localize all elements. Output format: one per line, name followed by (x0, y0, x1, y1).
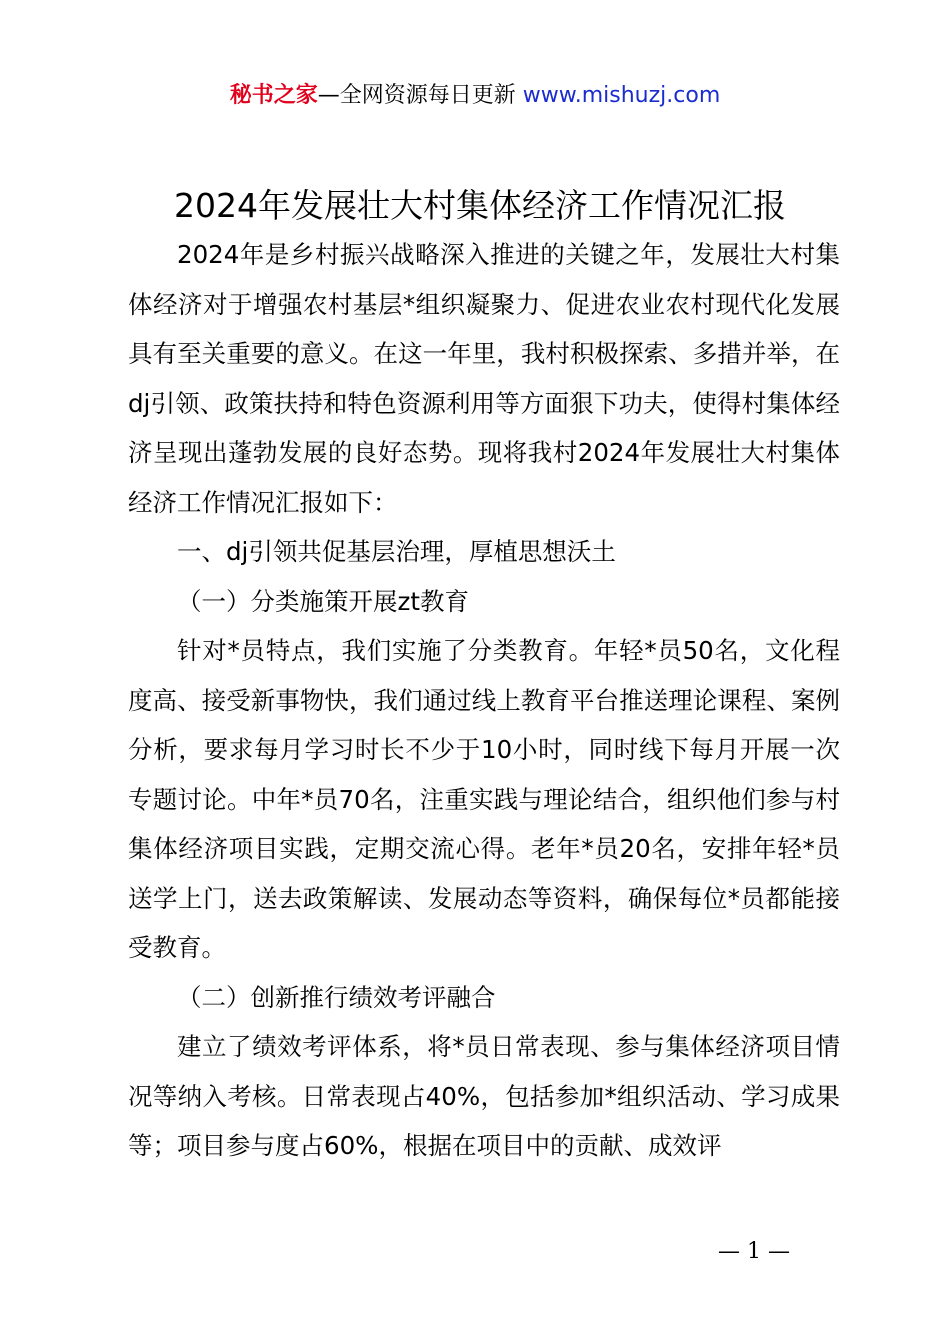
site-header (0, 80, 950, 112)
body-paragraph: 建立了绩效考评体系，将*员日常表现、参与集体经济项目情况等纳入考核。日常表现占40%，包括参加*组织活动、学习成果等；项目参与度占60%，根据在项目中的贡献、成效评 (128, 1032, 840, 1160)
body-paragraph: 针对*员特点，我们实施了分类教育。年轻*员50名，文化程度高、接受新事物快，我们通过线上教育平台推送理论课程、案例分析，要求每月学习时长不少于10小时，同时线下每月开展一次专题讨论。中年*员70名，注重实践与理论结合，组织他们参与村集体经济项目实践，定期交流心得。老年*员20名，安排年轻*员送学上门，送去政策解读、发展动态等资料，确保每位*员都能接受教育。 (128, 636, 840, 962)
section-heading-1: 一、dj引领共促基层治理，厚植思想沃土 (177, 537, 616, 566)
site-url-link[interactable]: www.mishuzj.com (522, 83, 721, 108)
document-body (128, 230, 840, 1171)
site-brand: 秘书之家 (229, 83, 318, 108)
subsection-heading-2: （二）创新推行绩效考评融合 (177, 982, 496, 1012)
site-tagline: —全网资源每日更新 (317, 83, 523, 108)
subsection-heading-1: （一）分类施策开展zt教育 (177, 586, 469, 616)
document-title: 2024年发展壮大村集体经济工作情况汇报 (174, 186, 786, 225)
intro-paragraph: 2024年是乡村振兴战略深入推进的关键之年，发展壮大村集体经济对于增强农村基层*组织凝聚力、促进农业农村现代化发展具有至关重要的意义。在这一年里，我村积极探索、多措并举，在dj引领、政策扶持和特色资源利用等方面狠下功夫，使得村集体经济呈现出蓬勃发展的良好态势。现将我村2024年发展壮大村集体经济工作情况汇报如下： (128, 240, 840, 517)
page-number: — 1 — (718, 1239, 790, 1264)
